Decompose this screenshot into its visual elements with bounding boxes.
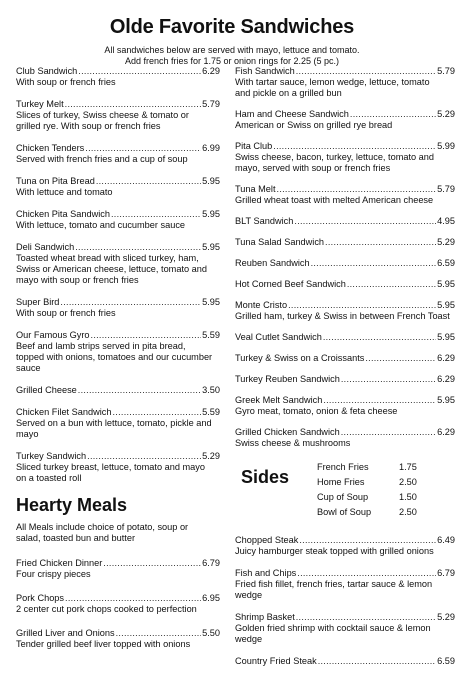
menu-item-row: [235, 427, 455, 438]
menu-item-price: 6.29: [437, 353, 455, 363]
menu-item-name: Turkey Sandwich: [16, 451, 87, 461]
menu-item-description: Swiss or American cheese, lettuce, tomato and: [16, 264, 207, 274]
menu-item-name: Tuna Melt: [235, 184, 276, 194]
menu-item-row: [235, 237, 455, 248]
menu-item-description: Swiss cheese & mushrooms: [235, 438, 351, 448]
menu-item-row: [235, 374, 455, 385]
menu-item-row: [16, 628, 220, 639]
menu-item-price: 5.59: [202, 330, 220, 340]
menu-item-description: mayo, served with soup or french fries: [235, 163, 391, 173]
menu-item-name: Super Bird: [16, 297, 60, 307]
dot-leader: [96, 176, 201, 187]
menu-item: [16, 297, 220, 319]
right-meals-list: [235, 535, 455, 667]
menu-item-description: grilled rye. With soup or french fries: [16, 121, 161, 131]
menu-item: [235, 66, 455, 99]
menu-item: [235, 109, 455, 131]
menu-item: [16, 385, 220, 396]
side-row: [317, 459, 417, 474]
menu-item-description: Served with french fries and a cup of soup: [16, 154, 188, 164]
intro-line: Add french fries for 1.75 or onion rings for 2.25 (5 pc.): [124, 56, 340, 66]
menu-item-price: 5.29: [437, 612, 455, 622]
menu-item-price: 6.59: [437, 656, 455, 666]
menu-item-description: Grilled wheat toast with melted American cheese: [235, 195, 434, 205]
menu-item-row: [16, 330, 220, 341]
menu-item-description: With lettuce, tomato and cucumber sauce: [16, 220, 186, 230]
menu-item: [235, 353, 455, 364]
menu-item-name: Fish and Chips: [235, 568, 297, 578]
menu-item-row: [235, 279, 455, 290]
menu-item-row: [235, 332, 455, 343]
menu-item-name: Chicken Tenders: [16, 143, 85, 153]
menu-item-price: 3.50: [202, 385, 220, 395]
menu-item: [235, 535, 455, 557]
menu-item: [235, 374, 455, 385]
menu-item: [235, 568, 455, 601]
menu-item: [16, 407, 220, 440]
menu-item-price: 5.59: [202, 407, 220, 417]
menu-item-price: 5.95: [437, 332, 455, 342]
menu-item: [16, 176, 220, 198]
menu-item-name: Tuna on Pita Bread: [16, 176, 95, 186]
side-name: Home Fries: [317, 476, 365, 487]
menu-item-description: Golden fried shrimp with cocktail sauce & lemon: [235, 623, 431, 633]
menu-item-row: [235, 395, 455, 406]
dot-leader: [297, 568, 436, 579]
left-sandwich-list: [16, 66, 220, 484]
menu-item-price: 5.95: [437, 395, 455, 405]
dot-leader: [103, 558, 201, 569]
menu-item-row: [235, 300, 455, 311]
menu-item-row: [235, 66, 455, 77]
menu-item-name: Fried Chicken Dinner: [16, 558, 103, 568]
menu-item-row: [235, 141, 455, 152]
menu-item-price: 5.79: [437, 184, 455, 194]
menu-item-price: 5.95: [202, 297, 220, 307]
menu-item: [16, 558, 220, 580]
dot-leader: [323, 332, 436, 343]
menu-item-name: Veal Cutlet Sandwich: [235, 332, 322, 342]
left-column: [16, 66, 220, 663]
menu-item-description: Tender grilled beef liver topped with onions: [16, 639, 191, 649]
menu-item-name: Country Fried Steak: [235, 656, 317, 666]
menu-item-price: 6.49: [437, 535, 455, 545]
menu-item-name: Our Famous Gyro: [16, 330, 90, 340]
menu-item: [235, 258, 455, 269]
menu-item-row: [16, 558, 220, 569]
menu-item-row: [235, 216, 455, 227]
right-column: [235, 66, 455, 678]
menu-item-name: Turkey & Swiss on a Croissants: [235, 353, 365, 363]
side-price: 1.50: [399, 491, 417, 502]
menu-item: [235, 237, 455, 248]
menu-item-price: 5.79: [202, 99, 220, 109]
dot-leader: [325, 237, 436, 248]
dot-leader: [113, 407, 202, 418]
menu-item: [16, 593, 220, 615]
menu-item-name: Greek Melt Sandwich: [235, 395, 323, 405]
menu-item-description: American or Swiss on grilled rye bread: [235, 120, 393, 130]
menu-item-description: With soup or french fries: [16, 77, 116, 87]
menu-item-description: mayo with soup or french fries: [16, 275, 139, 285]
menu-item: [235, 141, 455, 174]
menu-item-description: With tartar sauce, lemon wedge, lettuce, tomato: [235, 77, 430, 87]
menu-item-description: and pickle on a grilled bun: [235, 88, 342, 98]
menu-item: [235, 395, 455, 417]
menu-item-name: Hot Corned Beef Sandwich: [235, 279, 346, 289]
dot-leader: [78, 66, 201, 77]
menu-item: [235, 427, 455, 449]
right-sandwich-list: [235, 66, 455, 449]
menu-item: [235, 216, 455, 227]
menu-item-row: [16, 385, 220, 396]
menu-item-price: 5.99: [437, 141, 455, 151]
menu-item-description: sauce: [16, 363, 41, 373]
page-title: Olde Favorite Sandwiches: [109, 16, 355, 38]
menu-item-row: [16, 99, 220, 110]
dot-leader: [341, 427, 436, 438]
menu-item-price: 6.59: [437, 258, 455, 268]
menu-item-description: Fried fish fillet, french fries, tartar sauce & lemon: [235, 579, 433, 589]
menu-item-row: [235, 109, 455, 120]
hearty-intro-line: salad, toasted bun and butter: [16, 533, 136, 543]
menu-item-name: Chopped Steak: [235, 535, 299, 545]
hearty-meals-title: Hearty Meals: [16, 495, 128, 515]
menu-item: [16, 209, 220, 231]
menu-item: [16, 628, 220, 650]
side-name: French Fries: [317, 461, 369, 472]
menu-item-row: [16, 66, 220, 77]
dot-leader: [111, 209, 201, 220]
menu-item-row: [16, 451, 220, 462]
menu-item-name: Monte Cristo: [235, 300, 288, 310]
menu-item-description: With soup or french fries: [16, 308, 116, 318]
menu-item-description: With lettuce and tomato: [16, 187, 113, 197]
menu-item-description: Juicy hamburger steak topped with grilled onions: [235, 546, 434, 556]
hearty-intro-line: All Meals include choice of potato, soup or: [16, 522, 189, 532]
menu-item-row: [16, 209, 220, 220]
menu-item-price: 6.95: [202, 593, 220, 603]
menu-item-row: [235, 612, 455, 623]
side-price: 2.50: [399, 476, 417, 487]
menu-item-price: 6.29: [437, 427, 455, 437]
menu-item-row: [16, 407, 220, 418]
dot-leader: [273, 141, 436, 152]
sides-section: [235, 459, 455, 523]
menu-item-name: Reuben Sandwich: [235, 258, 310, 268]
dot-leader: [78, 385, 201, 396]
menu-item-description: 2 center cut pork chops cooked to perfection: [16, 604, 197, 614]
menu-item-name: Ham and Cheese Sandwich: [235, 109, 349, 119]
dot-leader: [65, 593, 201, 604]
menu-item: [16, 451, 220, 484]
dot-leader: [341, 374, 436, 385]
menu-item-price: 5.29: [437, 109, 455, 119]
menu-item-price: 5.29: [202, 451, 220, 461]
menu-item: [16, 330, 220, 374]
menu-item-row: [235, 568, 455, 579]
dot-leader: [296, 612, 436, 623]
menu-item-description: Grilled ham, turkey & Swiss in between French Toast: [235, 311, 450, 321]
menu-item-row: [235, 656, 455, 667]
menu-item-description: Swiss cheese, bacon, turkey, lettuce, tomato and: [235, 152, 434, 162]
sides-table-body: [317, 459, 417, 519]
menu-item-price: 5.95: [437, 300, 455, 310]
menu-item-name: Tuna Salad Sandwich: [235, 237, 325, 247]
menu-item-price: 5.95: [202, 209, 220, 219]
menu-item-price: 6.29: [202, 66, 220, 76]
menu-item-price: 6.79: [437, 568, 455, 578]
menu-item: [16, 99, 220, 132]
dot-leader: [288, 300, 436, 311]
menu-item-row: [16, 242, 220, 253]
menu-item-price: 6.79: [202, 558, 220, 568]
menu-item-row: [16, 143, 220, 154]
menu-item: [235, 279, 455, 290]
menu-item-description: Slices of turkey, Swiss cheese & tomato or: [16, 110, 189, 120]
menu-item-row: [235, 353, 455, 364]
dot-leader: [75, 242, 201, 253]
menu-item: [16, 143, 220, 165]
side-name: Bowl of Soup: [317, 506, 372, 517]
menu-item-price: 5.29: [437, 237, 455, 247]
sides-title: Sides: [241, 467, 290, 487]
menu-item: [235, 612, 455, 645]
menu-item-description: Beef and lamb strips served in pita bread,: [16, 341, 186, 351]
menu-item-price: 6.99: [202, 143, 220, 153]
sides-table: [317, 459, 417, 519]
side-row: [317, 474, 417, 489]
menu-item-price: 4.95: [437, 216, 455, 226]
menu-item: [235, 300, 455, 322]
menu-item-name: Turkey Melt: [16, 99, 64, 109]
menu-item-row: [235, 258, 455, 269]
dot-leader: [116, 628, 202, 639]
dot-leader: [60, 297, 201, 308]
dot-leader: [365, 353, 436, 364]
menu-item-name: BLT Sandwich: [235, 216, 294, 226]
menu-item-name: Grilled Cheese: [16, 385, 77, 395]
side-price: 2.50: [399, 506, 417, 517]
menu-item-description: Toasted wheat bread with sliced turkey, ham,: [16, 253, 199, 263]
dot-leader: [91, 330, 202, 341]
side-price: 1.75: [399, 461, 417, 472]
dot-leader: [85, 143, 201, 154]
menu-item-description: topped with onions, tomatoes and our cucumber: [16, 352, 213, 362]
menu-item-description: on a toasted roll: [16, 473, 82, 483]
menu-item-row: [235, 184, 455, 195]
dot-leader: [318, 656, 436, 667]
menu-item-price: 5.95: [202, 176, 220, 186]
menu-item-row: [235, 535, 455, 546]
menu-item-description: Sliced turkey breast, lettuce, tomato and mayo: [16, 462, 205, 472]
dot-leader: [294, 216, 436, 227]
menu-item: [16, 66, 220, 88]
intro-text: [0, 45, 464, 67]
dot-leader: [350, 109, 436, 120]
menu-item-name: Deli Sandwich: [16, 242, 75, 252]
menu-item-description: mayo: [16, 429, 39, 439]
menu-item-price: 5.95: [202, 242, 220, 252]
dot-leader: [299, 535, 436, 546]
dot-leader: [296, 66, 436, 77]
dot-leader: [87, 451, 201, 462]
menu-item-name: Pork Chops: [16, 593, 65, 603]
menu-item: [16, 242, 220, 286]
menu-item-price: 5.95: [437, 279, 455, 289]
menu-item-name: Club Sandwich: [16, 66, 78, 76]
menu-item: [235, 656, 455, 667]
intro-line: All sandwiches below are served with mayo, lettuce and tomato.: [104, 45, 360, 55]
menu-item-name: Shrimp Basket: [235, 612, 295, 622]
menu-item-name: Fish Sandwich: [235, 66, 295, 76]
dot-leader: [347, 279, 436, 290]
menu-item-price: 5.50: [202, 628, 220, 638]
menu-item-name: Turkey Reuben Sandwich: [235, 374, 340, 384]
menu-item-description: Four crispy pieces: [16, 569, 91, 579]
menu-item-name: Chicken Pita Sandwich: [16, 209, 110, 219]
hearty-meals-list: [16, 558, 220, 650]
menu-item-description: wedge: [235, 634, 263, 644]
menu-item-name: Pita Club: [235, 141, 273, 151]
hearty-meals-intro: [16, 522, 220, 544]
menu-item-price: 6.29: [437, 374, 455, 384]
dot-leader: [323, 395, 436, 406]
menu-item-row: [16, 176, 220, 187]
side-row: [317, 489, 417, 504]
side-name: Cup of Soup: [317, 491, 369, 502]
menu-item-name: Chicken Filet Sandwich: [16, 407, 112, 417]
menu-item: [235, 332, 455, 343]
menu-item-row: [16, 297, 220, 308]
side-row: [317, 504, 417, 519]
menu-item-price: 5.79: [437, 66, 455, 76]
menu-item-row: [16, 593, 220, 604]
menu-item-description: Served on a bun with lettuce, tomato, pickle and: [16, 418, 212, 428]
dot-leader: [65, 99, 201, 110]
dot-leader: [277, 184, 437, 195]
menu-item-name: Grilled Liver and Onions: [16, 628, 115, 638]
menu-item: [235, 184, 455, 206]
menu-item-description: wedge: [235, 590, 263, 600]
menu-item-description: Gyro meat, tomato, onion & feta cheese: [235, 406, 398, 416]
menu-item-name: Grilled Chicken Sandwich: [235, 427, 340, 437]
dot-leader: [311, 258, 437, 269]
